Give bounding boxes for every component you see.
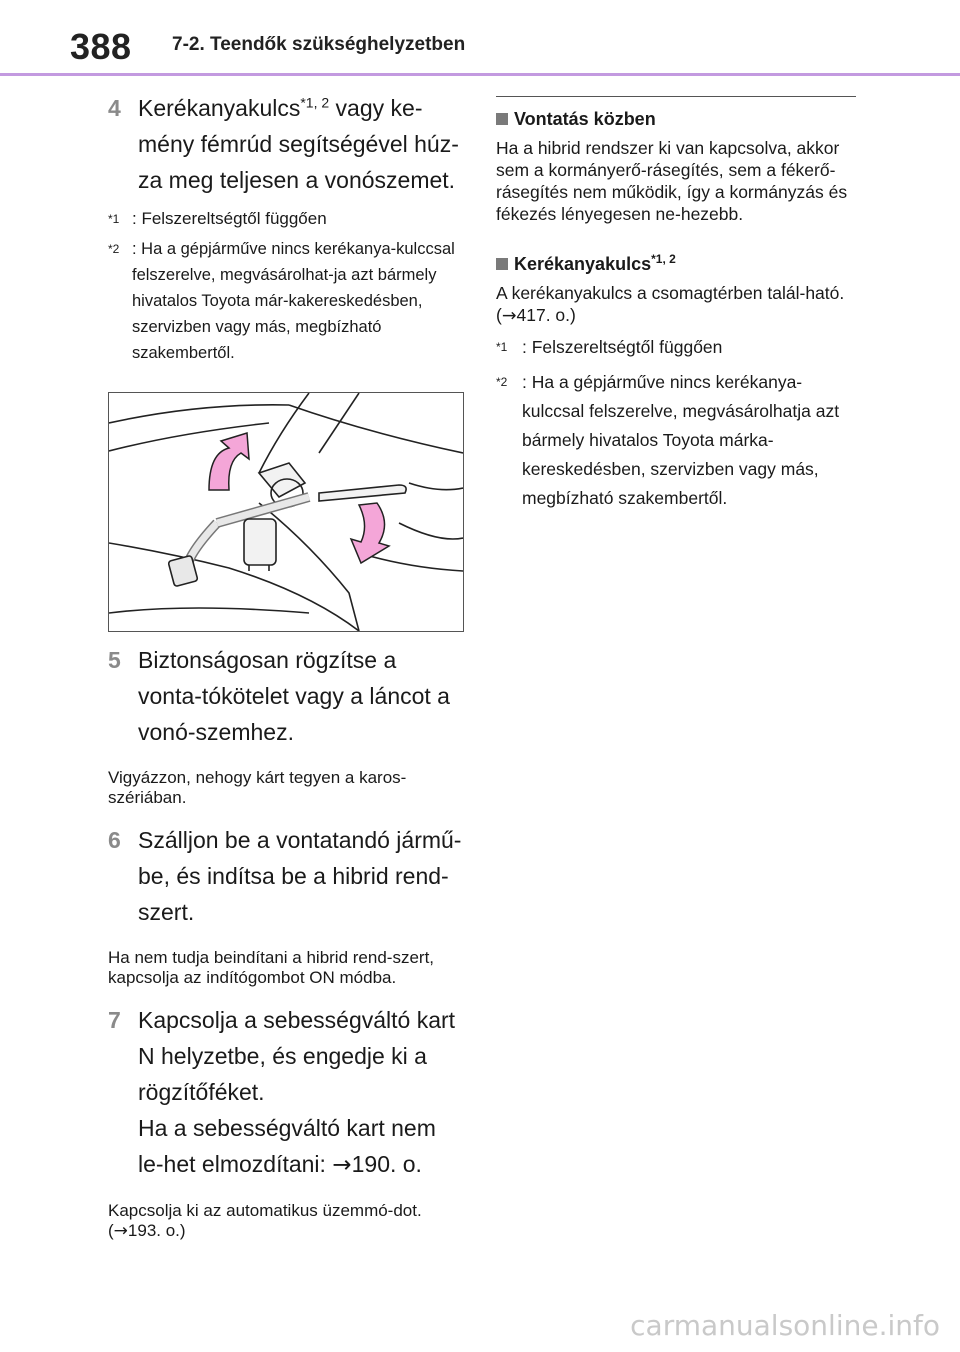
square-bullet-icon bbox=[496, 258, 508, 270]
footnote-text: : Felszereltségtől függően bbox=[132, 209, 327, 228]
towing-paragraph: Ha a hibrid rendszer ki van kapcsolva, akkor sem a kormányerő-rásegítés, sem a fékerő-rásegítés nem működik, így a kormányzás és fékezés lényegesen ne-hezebb. bbox=[496, 138, 848, 224]
step-text-cont: vagy ke-mény fémrúd segítségével húz-za meg teljesen a vonószemet. bbox=[138, 95, 459, 193]
footnote-ref: *1, 2 bbox=[651, 252, 676, 266]
arrow-ref-icon: → bbox=[501, 306, 517, 326]
footnote-text: : Ha a gépjárműve nincs kerékanya-kulccsal felszerelve, megvásárolhat-ja azt bármely hivatalos Toyota már-kakereskedésben, szervizben vagy más, megbízható szakembertől. bbox=[132, 240, 455, 362]
step-7 bbox=[108, 1002, 464, 1183]
towing-heading bbox=[496, 105, 856, 133]
subsection-rule bbox=[496, 96, 856, 97]
step-7-extra bbox=[138, 1110, 464, 1183]
step-number: 4 bbox=[108, 95, 121, 121]
step-text: Kerékanyakulcs bbox=[138, 95, 301, 121]
footnote-2 bbox=[496, 368, 856, 513]
step-text: Biztonságosan rögzítse a vonta-tókötelet vagy a láncot a vonó-szemhez. bbox=[138, 647, 450, 745]
heading-text: Kerékanyakulcs bbox=[514, 254, 652, 274]
step-text: Kapcsolja a sebességváltó kart N helyzetbe, és engedje ki a rögzítőféket. bbox=[138, 1007, 456, 1105]
step-number: 7 bbox=[108, 1007, 121, 1033]
footnote-1 bbox=[496, 333, 856, 362]
footnote-mark: *1 bbox=[108, 212, 120, 226]
footnote-mark: *2 bbox=[496, 375, 508, 389]
step-extra-text: Ha a sebességváltó kart nem le-het elmozdítani: bbox=[138, 1115, 436, 1177]
step-4 bbox=[108, 90, 464, 198]
page-number: 388 bbox=[70, 26, 132, 67]
footnote-1 bbox=[108, 206, 464, 232]
footnote-mark: *2 bbox=[108, 242, 120, 256]
step-6-note: Ha nem tudja beindítani a hibrid rend-szert, kapcsolja az indítógombot ON módba. bbox=[108, 948, 435, 987]
step-text: Szálljon be a vontatandó jármű-be, és indítsa be a hibrid rend-szert. bbox=[138, 827, 462, 925]
left-column bbox=[108, 90, 464, 1255]
step-number: 5 bbox=[108, 647, 121, 673]
arrow-ref-icon: → bbox=[332, 1152, 352, 1178]
wrench-paragraph bbox=[496, 282, 856, 327]
section-title: 7-2. Teendők szükséghelyzetben bbox=[172, 34, 466, 55]
header-rule bbox=[0, 73, 960, 76]
step-5-note: Vigyázzon, nehogy kárt tegyen a karos-szériában. bbox=[108, 768, 407, 807]
wrench-heading bbox=[496, 245, 856, 278]
step-6 bbox=[108, 822, 464, 930]
step-5 bbox=[108, 642, 464, 750]
watermark: carmanualsonline.info bbox=[630, 1309, 940, 1342]
step-number: 6 bbox=[108, 827, 121, 853]
square-bullet-icon bbox=[496, 113, 508, 125]
step-7-note bbox=[108, 1201, 464, 1241]
right-column bbox=[496, 96, 856, 513]
footnote-mark: *1 bbox=[496, 340, 508, 354]
footnote-2 bbox=[108, 236, 464, 366]
page-ref-link[interactable]: 190. o. bbox=[351, 1151, 422, 1177]
page-ref-link[interactable]: 193. o.) bbox=[127, 1221, 186, 1240]
heading-text: Vontatás közben bbox=[514, 109, 656, 129]
footnote-ref: *1, 2 bbox=[300, 94, 330, 111]
arrow-ref-icon: → bbox=[113, 1221, 128, 1241]
page-ref-link[interactable]: 417. o.) bbox=[516, 305, 576, 325]
paragraph-text: A kerékanyakulcs a csomagtérben talál-ható. ( bbox=[496, 283, 845, 325]
towing-eyelet-illustration bbox=[108, 392, 464, 632]
footnote-text: : Ha a gépjárműve nincs kerékanya-kulccsal felszerelve, megvásárolhatja azt bármely hivatalos Toyota márka-kereskedésben, szervizben vagy más, megbízható szakembertől. bbox=[522, 372, 840, 508]
note-text: Kapcsolja ki az automatikus üzemmó-dot. ( bbox=[108, 1201, 422, 1240]
footnote-text: : Felszereltségtől függően bbox=[522, 337, 723, 357]
